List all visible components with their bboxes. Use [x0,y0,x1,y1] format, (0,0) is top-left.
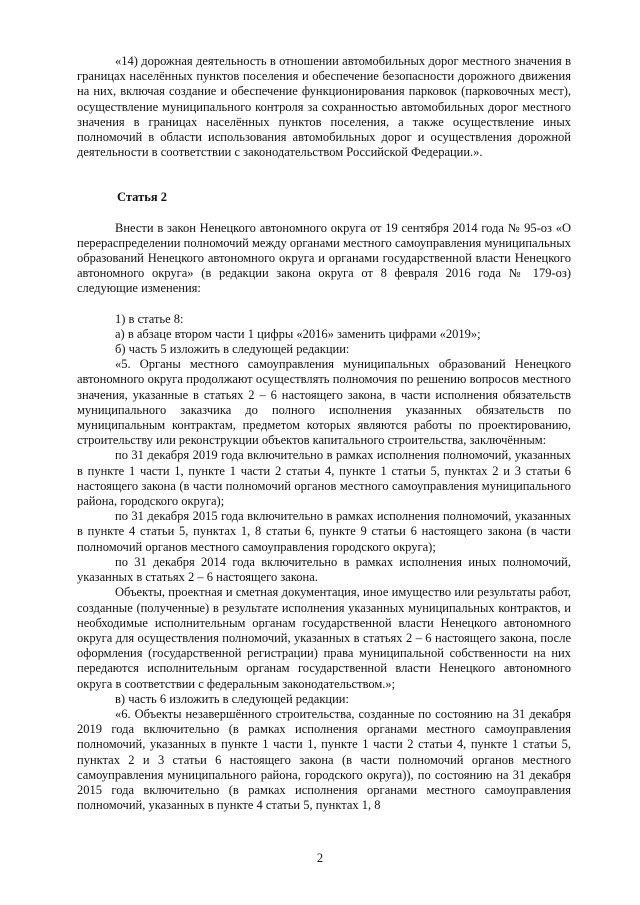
paragraph: Внести в закон Ненецкого автономного округа от 19 сентября 2014 года № 95-оз «О перераспределении полномочий между органами местного самоуправления муниципальных образований Ненецкого автономного округа и органами государственной власти Ненецкого автономного округа» (в редакции закона округа от 8 февраля 2016 года № 179-оз) следующие изменения: [77,220,571,296]
paragraph: по 31 декабря 2015 года включительно в рамках исполнения полномочий, указанных в пункте 4 статьи 5, пунктах 1, 8 статьи 6, пункте 9 статьи 6 настоящего закона (в части полномочий органов местного самоуправления городского округа); [77,509,571,554]
paragraph: по 31 декабря 2014 года включительно в рамках исполнения иных полномочий, указанных в статьях 2 – 6 настоящего закона. [77,554,571,585]
article-heading: Статья 2 [117,190,167,205]
section-article-2-changes [77,312,571,814]
document-body [77,54,571,813]
page-number: 2 [316,851,324,865]
paragraph: Объекты, проектная и сметная документация, иное имущество или результаты работ, созданные (полученные) в результате исполнения указанных муниципальных контрактов, и необходимые исполнительным органам государственной власти Ненецкого автономного округа для осуществления полномочий, указанных в статьях 2 – 6 настоящего закона, после оформления (государственной регистрации) права муниципальной собственности на них передаются исполнительным органам государственной власти Ненецкого автономного округа в соответствии с федеральным законодательством.»; [77,585,571,691]
paragraph: в) часть 6 изложить в следующей редакции: [115,691,349,706]
paragraph: 1) в статье 8: [115,311,184,326]
paragraph: «14) дорожная деятельность в отношении автомобильных дорог местного значения в границах населённых пунктов поселения и обеспечение безопасности дорожного движения на них, включая создание и обеспечение функционирования парковок (парковочных мест), осуществление муниципального контроля за сохранностью автомобильных дорог местного значения в границах населённых пунктов поселения, а также осуществление иных полномочий в области использования автомобильных дорог и осуществления дорожной деятельности в соответствии с законодательством Российской Федерации.». [77,54,571,160]
paragraph: по 31 декабря 2019 года включительно в рамках исполнения полномочий, указанных в пункте 1 части 1, пункте 1 части 2 статьи 4, пункте 1 статьи 5, пунктах 2 и 3 статьи 6 настоящего закона (в части полномочий органов местного самоуправления муниципального района, городского округа); [77,448,571,509]
section-article-2-intro [77,221,571,297]
paragraph: б) часть 5 изложить в следующей редакции: [115,342,350,357]
paragraph: «5. Органы местного самоуправления муниципальных образований Ненецкого автономного округа продолжают осуществлять полномочия по решению вопросов местного значения, указанные в статьях 2 – 6 настоящего закона, в части исполнения обязательств муниципального заказчика до полного исполнения указанных обязательств по муниципальным контрактам, предметом которых являются работы по проектированию, строительству или реконструкции объектов капитального строительства, заключённым: [77,357,571,448]
paragraph: «6. Объекты незавершённого строительства, созданные по состоянию на 31 декабря 2019 года включительно (в рамках исполнения органами местного самоуправления полномочий, указанных в пункте 1 части 1, пункте 1 части 2 статьи 4, пункте 1 статьи 5, пунктах 2 и 3 статьи 6 настоящего закона (в части полномочий органов местного самоуправления муниципального района, городского округа)), по состоянию на 31 декабря 2015 года включительно (в рамках исполнения органами местного самоуправления полномочий, указанных в пункте 4 статьи 5, пунктах 1, 8 [77,706,571,813]
section-amendment-item-14 [77,54,571,160]
paragraph: а) в абзаце втором части 1 цифры «2016» заменить цифрами «2019»; [115,326,481,341]
